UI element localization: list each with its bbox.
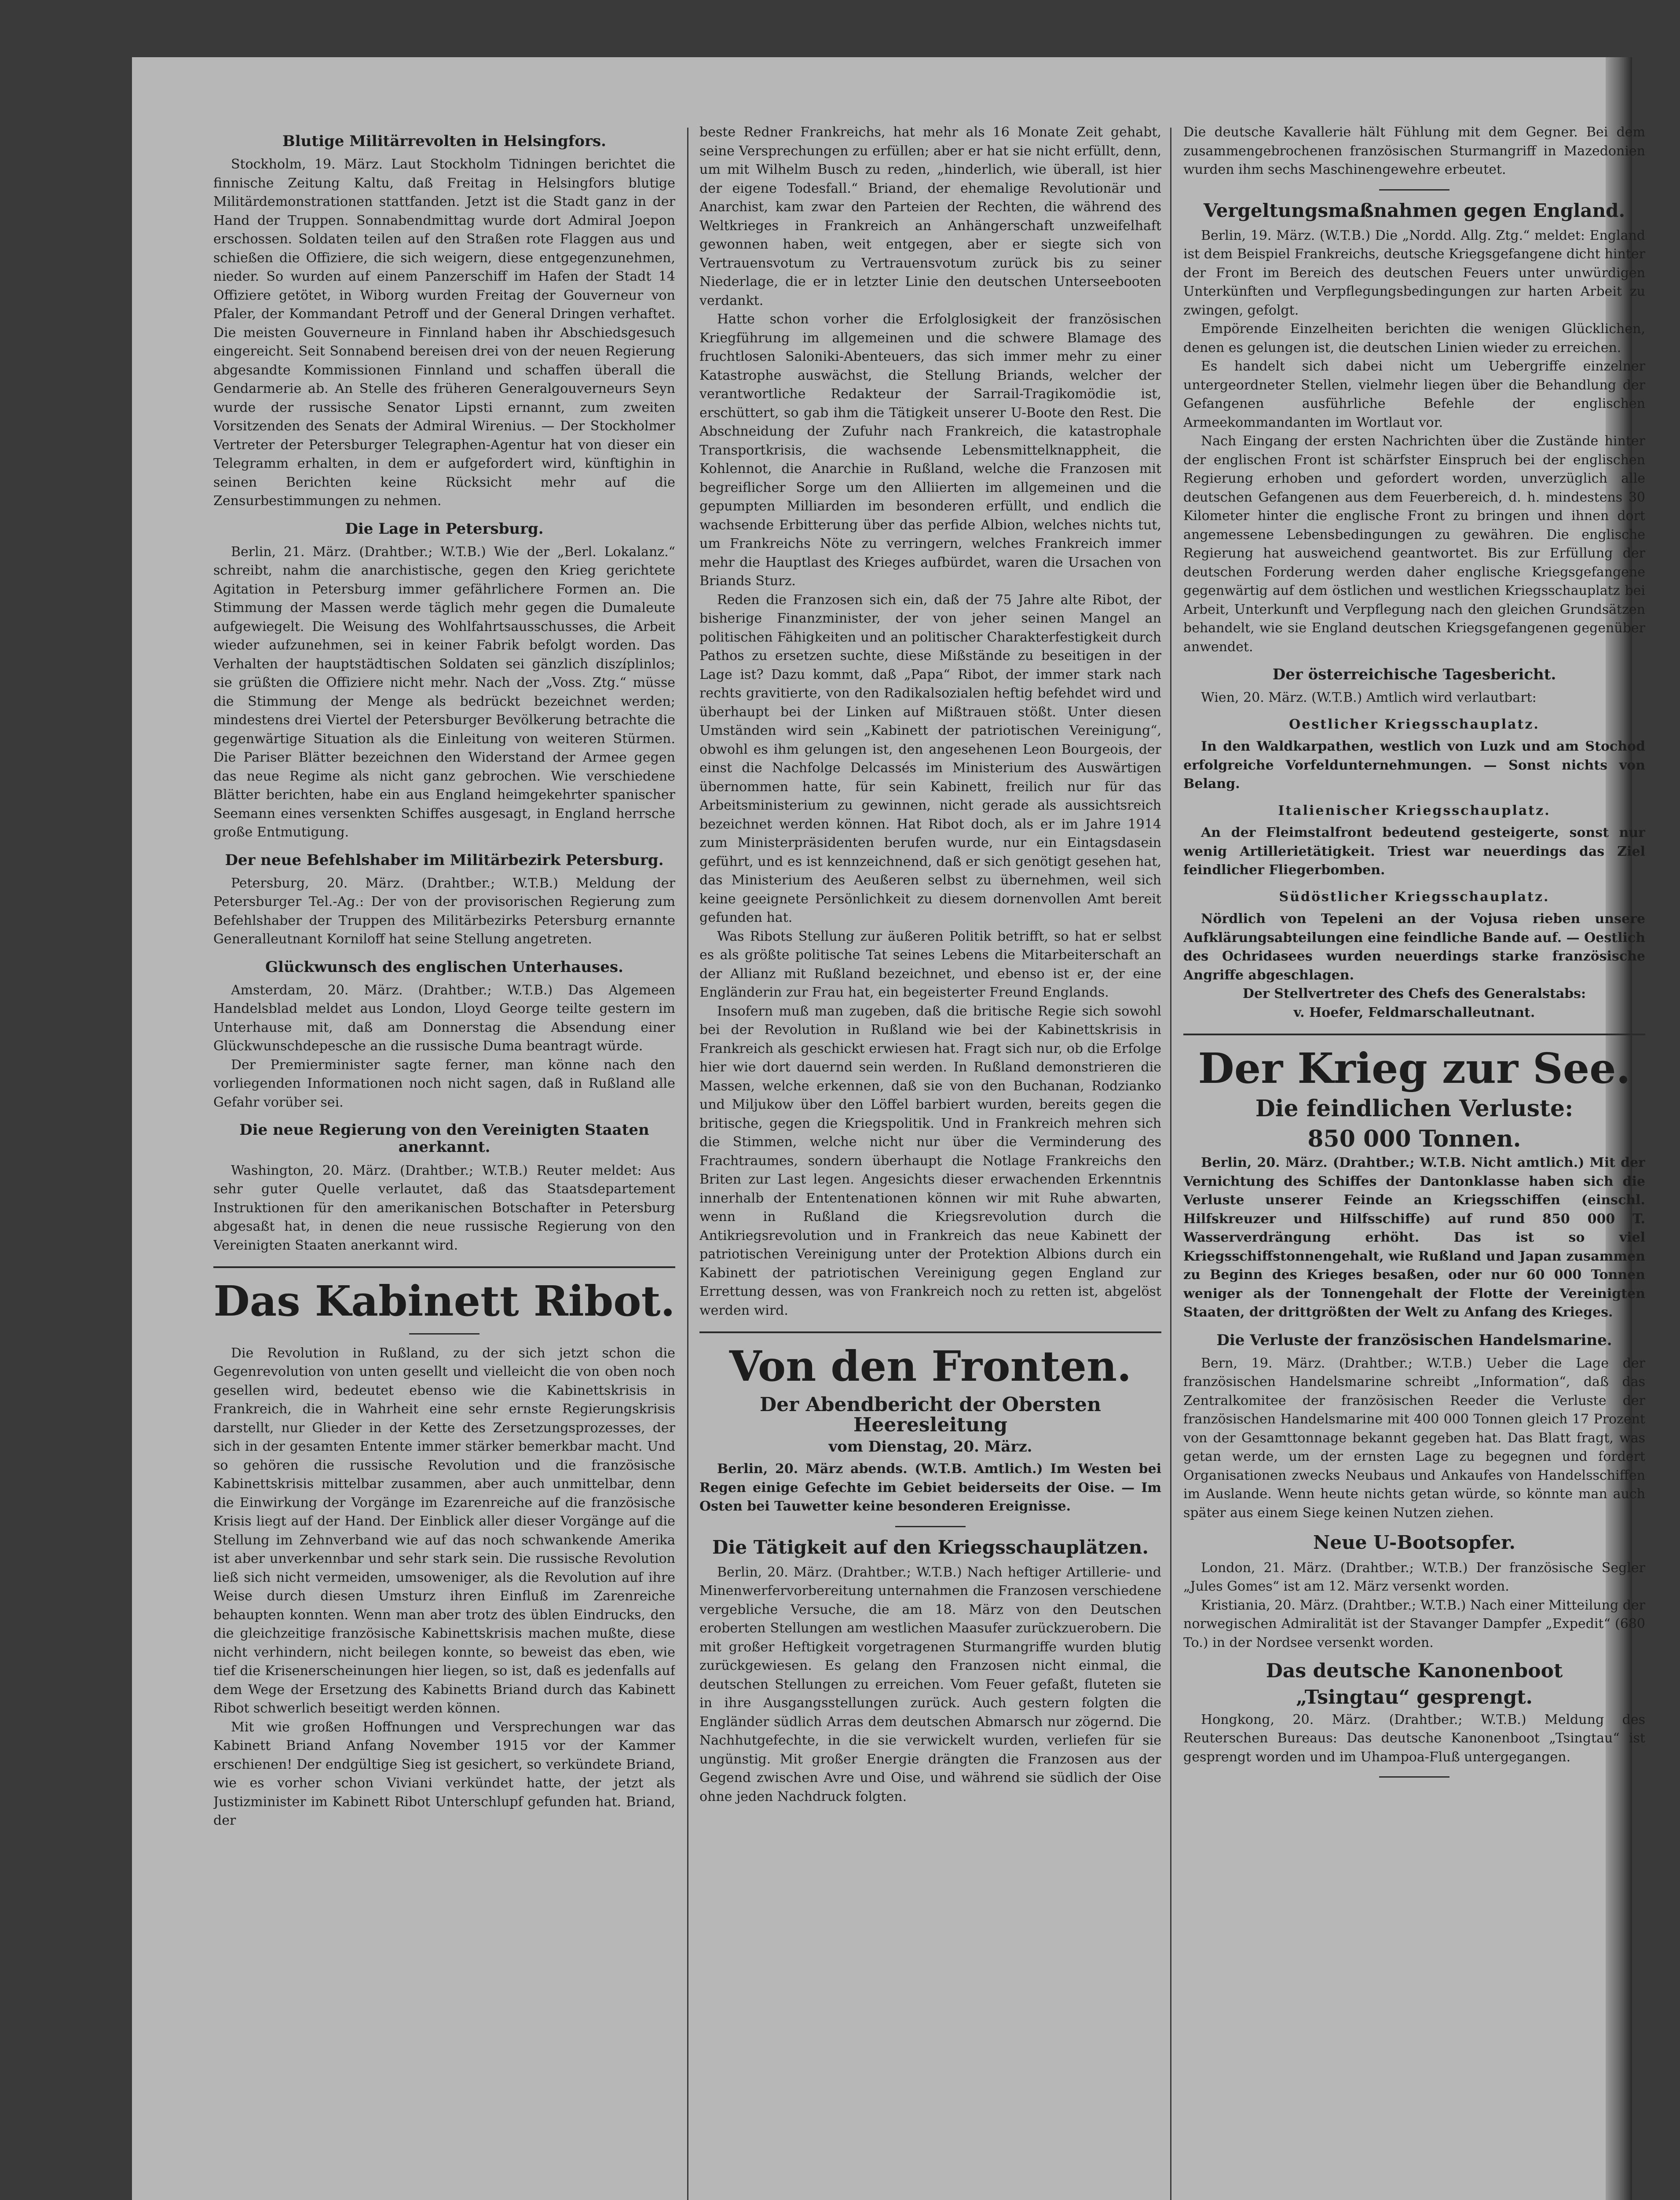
heading-rule [409, 1333, 479, 1335]
heading-oestlich: Oestlicher Kriegsschauplatz. [1289, 716, 1540, 732]
signature-line-1: Der Stellvertreter des Chefs des Generalstabs: [1242, 986, 1586, 1002]
article-ribot-6: Was Ribots Stellung zur äußeren Politik betrifft, so hat er selbst es als größte politische Tat seines Lebens die Mitarbeiterschaft an der Allianz mit Rußland bezeichnet, und ebenso ist er, der eine Engländerin zur Frau hat, ein begeisterter Freund Englands. [699, 928, 1161, 1000]
heading-italien: Italienischer Kriegsschauplatz. [1278, 803, 1551, 818]
column-1 [213, 123, 675, 2200]
article-glueckwunsch-2: Der Premierminister sagte ferner, man könne nach den vorliegenden Informationen noch nicht sagen, daß in Rußland alle Gefahr vorüber sei. [213, 1057, 675, 1110]
column-2 [699, 123, 1161, 2200]
heading-abendbericht: Der Abendbericht der Obersten Heeresleitung [760, 1393, 1101, 1436]
article-ribot-1: Die Revolution in Rußland, zu der sich jetzt schon die Gegenrevolution von unten gesellt und vielleicht die von oben noch gesellen wird, bedeutet ebenso wie die Kabinettskrisis in Frankreich, die in Wahrheit eine sehr ernste Regierungskrisis darstellt, nur Glieder in der Kette des Zersetzungsprozesses, der sich in der gesamten Entente immer stärker bemerkbar macht. Und so gehören die russische Revolution und die französische Kabinettskrisis mittelbar zusammen, aber auch unmittelbar, denn die Einwirkung der Vorgänge im Ezarenreiche auf die französische Krisis liegt auf der Hand. Der Einblick aller dieser Vorgänge auf die Stellung im Zehnverband wie auf das noch schwankende Amerika ist aber unverkennbar und sehr stark sein. Die russische Revolution ließ sich nicht vermeiden, umsoweniger, als die Revolution auf ihre Weise durch diesen Umsturz ihren Einfluß im Zarenreiche behaupten konnten. Wenn man aber trotz des üblen Eindrucks, den die gleichzeitige französische Kabinettskrisis machen mußte, diese nicht verhindern, nicht beilegen konnte, so beweist das eben, wie tief die Krisenerscheinungen hier liegen, so ist, daß es jedenfalls auf dem Wege der Ersetzung des Kabinetts Briand durch das Kabinett Ribot schwerlich beseitigt werden können. [213, 1345, 675, 1716]
article-vergeltung-3: Es handelt sich dabei nicht um Uebergriffe einzelner untergeordneter Stellen, vielmehr liegen über die Behandlung der Gefangenen ausführliche Befehle der englischen Armeekommandanten im Wortlaut vor. [1183, 359, 1645, 430]
article-kavallerie: Die deutsche Kavallerie hält Fühlung mit dem Gegner. Bei dem zusammengebrochenen französischen Sturmangriff in Mazedonien wurden ihm sechs Maschinengewehre erbeutet. [1183, 125, 1645, 177]
article-oesterreich: Wien, 20. März. (W.T.B.) Amtlich wird verlautbart: [1201, 690, 1537, 706]
heading-u-bootsopfer: Neue U-Bootsopfer. [1313, 1532, 1515, 1554]
article-vergeltung-4: Nach Eingang der ersten Nachrichten über die Zustände hinter der englischen Front ist schärfster Einspruch bei der englischen Regierung erhoben und gefordert worden, unverzüglich alle deutschen Gefangenen aus dem Feuerbereich, d. h. mindestens 30 Kilometer hinter die englische Front zu bringen und ihnen dort angemessene Lebensbedingungen zu gewähren. Die englische Regierung hat ausweichend geantwortet. Bis zur Erfüllung der deutschen Forderung werden daher englische Kriegsgefangene gegenwärtig auf dem östlichen und westlichen Kriegsschauplatz bei Arbeit, Unterkunft und Verpflegung nach den gleichen Grundsätzen behandelt, wie sie England deutschen Kriegsgefangenen gegenüber anwendet. [1183, 433, 1645, 655]
article-krieg-zur-see: Berlin, 20. März. (Drahtber.; W.T.B. Nicht amtlich.) Mit der Vernichtung des Schiffes der Dantonklasse haben sich die Verluste unserer Feinde an Kriegsschiffen (einschl. Hilfskreuzer und Hilfsschiffe) auf rund 850 000 T. Wasserverdrängung erhöht. Das ist so viel Kriegsschiffstonnengehalt, wie Rußland und Japan zusammen zu Beginn des Krieges besaßen, oder nur 60 000 Tonnen weniger als der Tonnengehalt der Flotte der Vereinigten Staaten, der drittgrößten der Welt zu Anfang des Krieges. [1183, 1155, 1645, 1320]
heading-lage-petersburg: Die Lage in Petersburg. [345, 520, 544, 538]
article-oestlich: In den Waldkarpathen, westlich von Luzk und am Stochod erfolgreiche Vorfeldunternehmungen. — Sonst nichts von Belang. [1183, 739, 1645, 792]
heading-tonnen: 850 000 Tonnen. [1307, 1125, 1521, 1152]
heading-kanonenboot-1: Das deutsche Kanonenboot [1266, 1660, 1563, 1683]
article-glueckwunsch-1: Amsterdam, 20. März. (Drahtber.; W.T.B.) Das Algemeen Handelsblad meldet aus London, Lloyd George teilte gestern im Unterhause mit, daß am Donnerstag die Absendung einer Glückwunschdepesche an die russische Duma beantragt würde. [213, 982, 675, 1054]
heading-regierung-anerkannt: Die neue Regierung von den Vereinigten Staaten anerkannt. [239, 1121, 649, 1156]
heading-kabinett-ribot: Das Kabinett Ribot. [213, 1277, 675, 1326]
article-befehlshaber: Petersburg, 20. März. (Drahtber.; W.T.B.) Meldung der Petersburger Tel.-Ag.: Der von der provisorischen Regierung zum Befehlshaber der Truppen des Militärbezirks Petersburg ernannte Generalleutnant Korniloff hat seine Stellung angetreten. [213, 875, 675, 947]
article-abendbericht: Berlin, 20. März abends. (W.T.B. Amtlich.) Im Westen bei Regen einige Gefechte im Gebiet beiderseits der Oise. — Im Osten bei Tauwetter keine besonderen Ereignisse. [699, 1461, 1161, 1514]
article-ribot-2: Mit wie großen Hoffnungen und Versprechungen war das Kabinett Briand Anfang November 1915 vor der Kammer erschienen! Der endgültige Sieg ist gesichert, so verkündete Briand, wie es vorher schon Viviani verkündet hatte, der jetzt als Justizminister im Kabinett Ribot Unterschlupf gefunden hat. Briand, der [213, 1719, 675, 1829]
article-vergeltung-2: Empörende Einzelheiten berichten die wenigen Glücklichen, denen es gelungen ist, die deutschen Linien wieder zu erreichen. [1183, 321, 1645, 356]
article-ribot-3: beste Redner Frankreichs, hat mehr als 16 Monate Zeit gehabt, seine Versprechungen zu erfüllen; aber er hat sie nicht erfüllt, denn, um mit Wilhelm Busch zu reden, „hinderlich, wie überall, ist hier der eigene Todesfall.“ Briand, der ehemalige Revolutionär und Anarchist, kam zwar den Parteien der Rechten, die während des Weltkrieges in Frankreich an Anhängerschaft unzweifelhaft gewonnen haben, weit entgegen, aber er siegte sich von Vertrauensvotum zu Vertrauensvotum zurück bis zu seiner Niederlage, die er in letzter Linie den deutschen Unterseebooten verdankt. [699, 125, 1161, 308]
section-rule [699, 1331, 1161, 1333]
article-italien: An der Fleimstalfront bedeutend gesteigerte, sonst nur wenig Artillerietätigkeit. Triest war neuerdings das Ziel feindlicher Fliegerbomben. [1183, 825, 1645, 878]
section-rule [1183, 1034, 1645, 1035]
heading-suedost: Südöstlicher Kriegsschauplatz. [1279, 889, 1550, 905]
article-ribot-7: Insofern muß man zugeben, daß die britische Regie sich sowohl bei der Revolution in Rußland wie bei der Kabinettskrisis in Frankreich als geschickt erwiesen hat. Fragt sich nur, ob die Erfolge hier wie dort dauernd sein werden. In Rußland demonstrieren die Massen, welche erkennen, daß sie von den Buchanan, Rodzianko und Miljukow über den Löffel barbiert wurden, bereits gegen die britische, gegen die Kriegspolitik. Und in Frankreich mehren sich die Stimmen, welche nicht nur über die Verminderung des Frachtraumes, sondern überhaupt die Notlage Frankreichs den Briten zur Last legen. Angesichts dieser erwachenden Erkenntnis innerhalb der Ententenationen können wir mit Ruhe abwarten, wenn in Rußland die Kriegsrevolution durch die Antikriegsrevolution und in Frankreich das neue Kabinett der patriotischen Vereinigung unter der Protektion Albions durch ein Kabinett der patriotischen Vereinigung gegen England zur Errettung dessen, was von Frankreich noch zu retten ist, abgelöst werden wird. [699, 1003, 1161, 1318]
column-rule [687, 128, 688, 2200]
heading-helsingfors: Blutige Militärrevolten in Helsingfors. [282, 132, 606, 150]
divider [895, 1526, 966, 1527]
heading-kanonenboot-2: „Tsingtau“ gesprengt. [1296, 1686, 1533, 1709]
heading-verluste: Die feindlichen Verluste: [1255, 1095, 1574, 1122]
column-rule [1170, 128, 1171, 2200]
article-helsingfors: Stockholm, 19. März. Laut Stockholm Tidningen berichtet die finnische Zeitung Kaltu, daß Freitag in Helsingfors blutige Militärdemonstrationen stattfanden. Jetzt ist die Stadt ganz in der Hand der Truppen. Sonnabendmittag wurde dort Admiral Joepon erschossen. Soldaten teilen auf den Straßen rote Flaggen aus und schießen die Offiziere, die sich weigern, diese entgegenzunehmen, nieder. So wurden auf einem Panzerschiff im Hafen der Stadt 14 Offiziere getötet, in Wiborg wurden Freitag der Gouverneur von Pfaler, der Kommandant Petroff und der General Dringen verhaftet. Die meisten Gouverneure in Finnland haben ihr Abschiedsgesuch eingereicht. Seit Sonnabend bereisen drei von der neuen Regierung abgesandte Kommissionen Finnland und schaffen überall die Gendarmerie ab. An Stelle des früheren Generalgouverneurs Seyn wurde der russische Senator Lipsti ernannt, zum zweiten Vorsitzenden des Senats der Admiral Wirenius. — Der Stockholmer Vertreter der Petersburger Telegraphen-Agentur hat von dieser ein Telegramm erhalten, in dem er aufgefordert wird, künftighin in seinen Berichten keine Rücksicht mehr auf die Zensurbestimmungen zu nehmen. [213, 157, 675, 509]
article-u-boot-1: London, 21. März. (Drahtber.; W.T.B.) Der französische Segler „Jules Gomes“ ist am 12. März versenkt worden. [1183, 1560, 1645, 1595]
signature-line-2: v. Hoefer, Feldmarschalleutnant. [1293, 1005, 1535, 1020]
heading-taetigkeit: Die Tätigkeit auf den Kriegsschauplätzen. [712, 1536, 1149, 1558]
article-regierung-anerkannt: Washington, 20. März. (Drahtber.; W.T.B.) Reuter meldet: Aus sehr guter Quelle verlautet, daß das Staatsdepartement Instruktionen für den amerikanischen Botschafter in Petersburg abgesaßt hat, in denen die neue russische Regierung von den Vereinigten Staaten anerkannt wird. [213, 1162, 675, 1253]
article-ribot-5: Reden die Franzosen sich ein, daß der 75 Jahre alte Ribot, der bisherige Finanzminister, der von jeher seinen Mangel an politischen Fähigkeiten und an politischer Charakterfestigkeit durch Pathos zu ersetzen suchte, diese Mißstände zu beseitigen in der Lage ist? Dazu kommt, daß „Papa“ Ribot, der immer stark nach rechts gravitierte, von den Radikalsozialen heftig befehdet wird und überhaupt bei der Linken auf Mißtrauen stößt. Unter diesen Umständen wird sein „Kabinett der patriotischen Vereinigung“, obwohl es ihm gelungen ist, den angesehenen Leon Bourgeois, der einst die Nachfolge Delcassés im Ministerium des Auswärtigen übernommen hatte, für sein Kabinett, freilich nur für das Arbeitsministerium zu gewinnen, nicht gerade als aussichtsreich bezeichnet werden können. Hat Ribot doch, als er im Jahre 1914 zum Ministerpräsidenten berufen wurde, nur ein Eintagsdasein geführt, und es ist kennzeichnend, daß er sich genötigt gesehen hat, das Ministerium des Aeußeren selbst zu übernehmen, weil sich keine geeignete Persönlichkeit zu diesem dornenvollen Amt bereit gefunden hat. [699, 592, 1161, 925]
article-kanonenboot: Hongkong, 20. März. (Drahtber.; W.T.B.) Meldung des Reuterschen Bureaus: Das deutsche Kanonenboot „Tsingtau“ ist gesprengt worden und im Uhampoa-Fluß untergegangen. [1183, 1712, 1645, 1765]
heading-krieg-zur-see: Der Krieg zur See. [1198, 1044, 1631, 1093]
divider [1379, 189, 1449, 191]
article-taetigkeit: Berlin, 20. März. (Drahtber.; W.T.B.) Nach heftiger Artillerie- und Minenwerfervorbereitung unternahmen die Franzosen verschiedene vergebliche Versuche, die am 18. März von den Deutschen eroberten Stellungen am westlichen Maasufer zurückzuerobern. Die mit großer Heftigkeit vorgetragenen Sturmangriffe wurden blutig zurückgewiesen. Es gelang den Franzosen nicht einmal, die deutschen Stellungen zu erreichen. Vom Feuer gefaßt, fluteten sie in ihre Ausgangsstellungen zurück. Auch gestern folgten die Engländer südlich Arras dem deutschen Abmarsch nur zögernd. Die Nachhutgefechte, in die sie verwickelt wurden, verliefen für sie ungünstig. Mit großer Energie drängten die Franzosen aus der Gegend zwischen Avre und Oise, und während sie südlich der Oise ohne jeden Nachdruck folgten. [699, 1564, 1161, 1804]
article-ribot-4: Hatte schon vorher die Erfolglosigkeit der französischen Kriegführung im allgemeinen und die schwere Blamage des fruchtlosen Saloniki-Abenteuers, das sich immer mehr zu einer Katastrophe auswächst, die Stellung Briands, welcher der verantwortliche Redakteur der Sarrail-Tragikomödie ist, erschüttert, so gab ihm die Tätigkeit unserer U-Boote den Rest. Die Abschneidung der Zufuhr nach Frankreich, die katastrophale Transportkrisis, die wachsende Lebensmittelknappheit, die Kohlennot, die Anarchie in Rußland, welche die Franzosen mit begreiflicher Sorge um den Alliierten im allgemeinen und die gepumpten Milliarden im besonderen erfüllt, und endlich die wachsende Erbitterung über das perfide Albion, welches nichts tut, um Frankreichs Nöte zu verringern, welches Frankreich immer mehr die Hauptlast des Krieges aufbürdet, waren die Ursachen von Briands Sturz. [699, 312, 1161, 589]
heading-abendbericht-date: vom Dienstag, 20. März. [828, 1438, 1032, 1456]
article-handelsmarine: Bern, 19. März. (Drahtber.; W.T.B.) Ueber die Lage der französischen Handelsmarine schreibt „Information“, daß das Zentralkomitee der französischen Reeder die Verluste der französischen Handelsmarine mit 400 000 Tonnen gleich 17 Prozent von der Gesamttonnage bekannt gegeben hat. Das Blatt fragt, was getan werde, um der ernsten Lage zu begegnen und fordert Organisationen zwecks Neubaus und Ankaufes von Handelsschiffen im Auslande. Wenn heute nichts getan würde, so könnte man auch später aus einem Siege keinen Nutzen ziehen. [1183, 1355, 1645, 1521]
heading-befehlshaber: Der neue Befehlshaber im Militärbezirk Petersburg. [225, 851, 664, 869]
section-rule [213, 1266, 675, 1268]
article-suedost: Nördlich von Tepeleni an der Vojusa rieben unsere Aufklärungsabteilungen eine feindliche Bande auf. — Oestlich des Ochridasees wurden neuerdings starke französische Angriffe abgeschlagen. [1183, 911, 1645, 983]
heading-vergeltung: Vergeltungsmaßnahmen gegen England. [1203, 199, 1625, 221]
end-rule [1379, 1776, 1449, 1778]
article-vergeltung-1: Berlin, 19. März. (W.T.B.) Die „Nordd. Allg. Ztg.“ meldet: England ist dem Beispiel Frankreichs, deutsche Kriegsgefangene dicht hinter der Front im Bereich des deutschen Feuers unter unwürdigen Unterkünften und Verpflegungsbedingungen zur harten Arbeit zu zwingen, gefolgt. [1183, 227, 1645, 318]
heading-handelsmarine: Die Verluste der französischen Handelsmarine. [1216, 1331, 1612, 1349]
heading-oesterreich: Der österreichische Tagesbericht. [1272, 666, 1556, 684]
article-u-boot-2: Kristiania, 20. März. (Drahtber.; W.T.B.) Nach einer Mitteilung der norwegischen Admiralität ist der Stavanger Dampfer „Expedit“ (680 To.) in der Nordsee versenkt worden. [1183, 1597, 1645, 1650]
newspaper-page [132, 57, 1645, 2200]
column-3 [1183, 123, 1645, 2200]
heading-glueckwunsch: Glückwunsch des englischen Unterhauses. [265, 958, 623, 976]
heading-von-den-fronten: Von den Fronten. [729, 1342, 1132, 1391]
article-lage-petersburg: Berlin, 21. März. (Drahtber.; W.T.B.) Wie der „Berl. Lokalanz.“ schreibt, nahm die anarchistische, gegen den Krieg gerichtete Agitation in Petersburg immer gefährlichere Formen an. Die Stimmung der Massen werde täglich mehr gegen die Dumaleute aufgewiegelt. Die Weisung des Wohlfahrtsausschusses, die Arbeit wieder aufzunehmen, sei in keiner Fabrik befolgt worden. Das Verhalten der hauptstädtischen Soldaten sei gänzlich diszíplinlos; sie grüßten die Offiziere nicht mehr. Nach der „Voss. Ztg.“ müsse die Stimmung der Menge als bedrückt bezeichnet werden; mindestens drei Viertel der Petersburger Bevölkerung betrachte die gegenwärtige Situation als die Einleitung von weiteren Stürmen. Die Pariser Blätter bezeichnen den Widerstand der Armee gegen das neue Regime als nicht ganz gebrochen. Wie verschiedene Blätter berichten, habe ein aus England heimgekehrter spanischer Seemann eines versenkten Schiffes ausgesagt, in England herrsche große Entmutigung. [213, 544, 675, 840]
